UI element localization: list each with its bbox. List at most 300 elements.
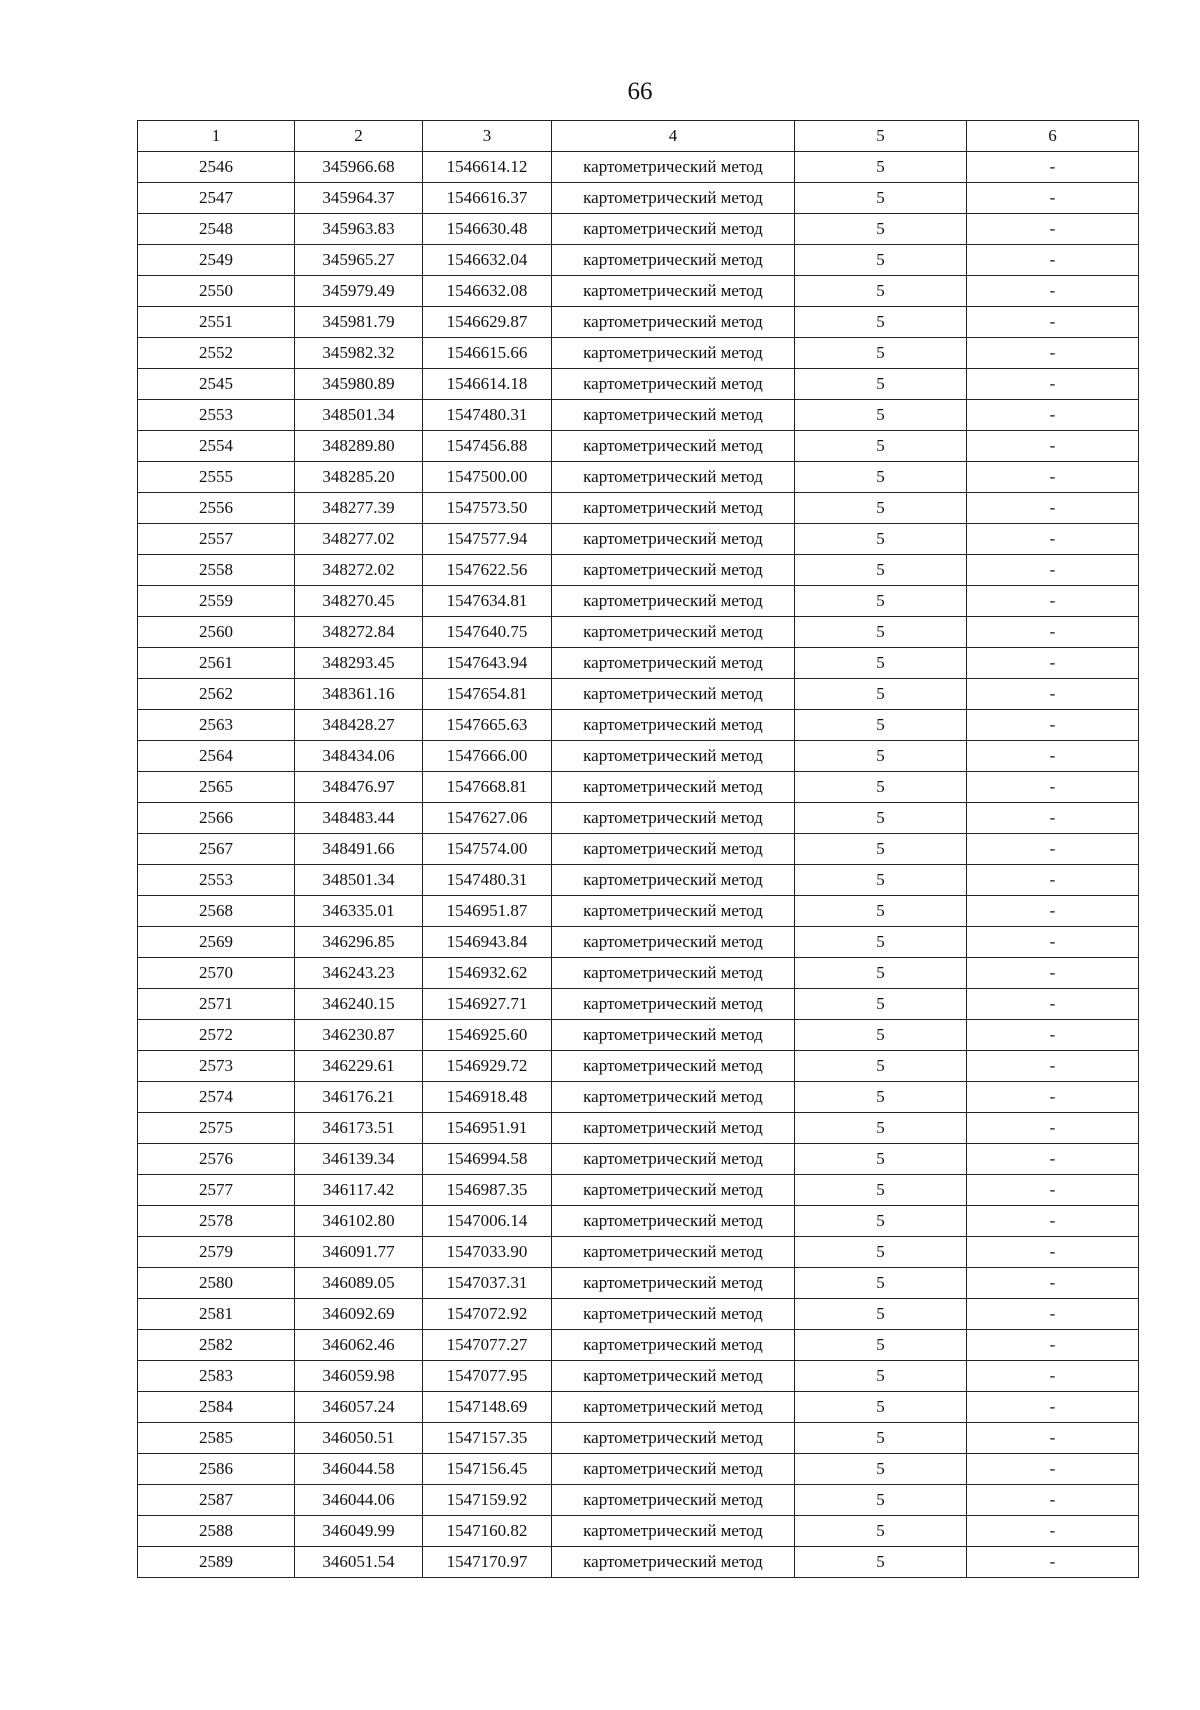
accuracy-cell: 5 <box>795 710 967 741</box>
note-cell: - <box>967 927 1139 958</box>
y-coordinate-cell: 1547033.90 <box>423 1237 552 1268</box>
accuracy-cell: 5 <box>795 1020 967 1051</box>
method-cell: картометрический метод <box>552 400 795 431</box>
y-coordinate-cell: 1547666.00 <box>423 741 552 772</box>
table-row <box>138 772 1139 803</box>
point-number-cell: 2576 <box>138 1144 295 1175</box>
x-coordinate-cell: 345963.83 <box>295 214 423 245</box>
note-cell: - <box>967 1237 1139 1268</box>
method-cell: картометрический метод <box>552 338 795 369</box>
table-row <box>138 555 1139 586</box>
y-coordinate-cell: 1547156.45 <box>423 1454 552 1485</box>
x-coordinate-cell: 348476.97 <box>295 772 423 803</box>
point-number-cell: 2545 <box>138 369 295 400</box>
accuracy-cell: 5 <box>795 431 967 462</box>
table-row <box>138 1547 1139 1578</box>
method-cell: картометрический метод <box>552 617 795 648</box>
method-cell: картометрический метод <box>552 958 795 989</box>
y-coordinate-cell: 1547627.06 <box>423 803 552 834</box>
point-number-cell: 2567 <box>138 834 295 865</box>
table-row <box>138 896 1139 927</box>
note-cell: - <box>967 896 1139 927</box>
point-number-cell: 2568 <box>138 896 295 927</box>
accuracy-cell: 5 <box>795 1454 967 1485</box>
y-coordinate-cell: 1547480.31 <box>423 865 552 896</box>
method-cell: картометрический метод <box>552 524 795 555</box>
table-row <box>138 245 1139 276</box>
table-row <box>138 865 1139 896</box>
accuracy-cell: 5 <box>795 1113 967 1144</box>
table-header-row <box>138 121 1139 152</box>
accuracy-cell: 5 <box>795 555 967 586</box>
note-cell: - <box>967 400 1139 431</box>
table-row <box>138 1237 1139 1268</box>
method-cell: картометрический метод <box>552 586 795 617</box>
point-number-cell: 2578 <box>138 1206 295 1237</box>
y-coordinate-cell: 1547500.00 <box>423 462 552 493</box>
table-row <box>138 741 1139 772</box>
method-cell: картометрический метод <box>552 152 795 183</box>
accuracy-cell: 5 <box>795 1392 967 1423</box>
note-cell: - <box>967 1175 1139 1206</box>
y-coordinate-cell: 1547577.94 <box>423 524 552 555</box>
note-cell: - <box>967 586 1139 617</box>
y-coordinate-cell: 1546927.71 <box>423 989 552 1020</box>
note-cell: - <box>967 1268 1139 1299</box>
method-cell: картометрический метод <box>552 1175 795 1206</box>
y-coordinate-cell: 1547456.88 <box>423 431 552 462</box>
table-row <box>138 1020 1139 1051</box>
note-cell: - <box>967 431 1139 462</box>
accuracy-cell: 5 <box>795 1082 967 1113</box>
y-coordinate-cell: 1547480.31 <box>423 400 552 431</box>
method-cell: картометрический метод <box>552 1020 795 1051</box>
table-row <box>138 462 1139 493</box>
accuracy-cell: 5 <box>795 803 967 834</box>
accuracy-cell: 5 <box>795 276 967 307</box>
note-cell: - <box>967 710 1139 741</box>
accuracy-cell: 5 <box>795 896 967 927</box>
x-coordinate-cell: 348501.34 <box>295 400 423 431</box>
note-cell: - <box>967 803 1139 834</box>
x-coordinate-cell: 346044.06 <box>295 1485 423 1516</box>
column-header: 6 <box>967 121 1139 152</box>
note-cell: - <box>967 1361 1139 1392</box>
note-cell: - <box>967 1392 1139 1423</box>
point-number-cell: 2582 <box>138 1330 295 1361</box>
accuracy-cell: 5 <box>795 245 967 276</box>
y-coordinate-cell: 1547622.56 <box>423 555 552 586</box>
x-coordinate-cell: 346117.42 <box>295 1175 423 1206</box>
note-cell: - <box>967 1113 1139 1144</box>
x-coordinate-cell: 346229.61 <box>295 1051 423 1082</box>
method-cell: картометрический метод <box>552 369 795 400</box>
method-cell: картометрический метод <box>552 1206 795 1237</box>
page-number: 66 <box>627 78 653 105</box>
point-number-cell: 2570 <box>138 958 295 989</box>
column-header: 2 <box>295 121 423 152</box>
note-cell: - <box>967 369 1139 400</box>
x-coordinate-cell: 346243.23 <box>295 958 423 989</box>
x-coordinate-cell: 346173.51 <box>295 1113 423 1144</box>
point-number-cell: 2566 <box>138 803 295 834</box>
y-coordinate-cell: 1547640.75 <box>423 617 552 648</box>
y-coordinate-cell: 1546615.66 <box>423 338 552 369</box>
accuracy-cell: 5 <box>795 1361 967 1392</box>
point-number-cell: 2571 <box>138 989 295 1020</box>
accuracy-cell: 5 <box>795 648 967 679</box>
method-cell: картометрический метод <box>552 1051 795 1082</box>
table-row <box>138 431 1139 462</box>
method-cell: картометрический метод <box>552 1423 795 1454</box>
table-row <box>138 1361 1139 1392</box>
table-row <box>138 989 1139 1020</box>
y-coordinate-cell: 1546614.12 <box>423 152 552 183</box>
point-number-cell: 2558 <box>138 555 295 586</box>
note-cell: - <box>967 307 1139 338</box>
point-number-cell: 2585 <box>138 1423 295 1454</box>
x-coordinate-cell: 348491.66 <box>295 834 423 865</box>
note-cell: - <box>967 865 1139 896</box>
note-cell: - <box>967 989 1139 1020</box>
y-coordinate-cell: 1546614.18 <box>423 369 552 400</box>
method-cell: картометрический метод <box>552 1454 795 1485</box>
x-coordinate-cell: 348277.02 <box>295 524 423 555</box>
method-cell: картометрический метод <box>552 431 795 462</box>
y-coordinate-cell: 1546632.04 <box>423 245 552 276</box>
point-number-cell: 2552 <box>138 338 295 369</box>
method-cell: картометрический метод <box>552 1113 795 1144</box>
note-cell: - <box>967 493 1139 524</box>
point-number-cell: 2559 <box>138 586 295 617</box>
note-cell: - <box>967 679 1139 710</box>
point-number-cell: 2557 <box>138 524 295 555</box>
method-cell: картометрический метод <box>552 307 795 338</box>
table-row <box>138 1144 1139 1175</box>
table-row <box>138 803 1139 834</box>
accuracy-cell: 5 <box>795 152 967 183</box>
point-number-cell: 2589 <box>138 1547 295 1578</box>
note-cell: - <box>967 183 1139 214</box>
table-row <box>138 648 1139 679</box>
x-coordinate-cell: 346049.99 <box>295 1516 423 1547</box>
table-row <box>138 586 1139 617</box>
x-coordinate-cell: 346092.69 <box>295 1299 423 1330</box>
point-number-cell: 2554 <box>138 431 295 462</box>
method-cell: картометрический метод <box>552 1516 795 1547</box>
table-body <box>138 152 1139 1578</box>
x-coordinate-cell: 346296.85 <box>295 927 423 958</box>
x-coordinate-cell: 346044.58 <box>295 1454 423 1485</box>
x-coordinate-cell: 348289.80 <box>295 431 423 462</box>
note-cell: - <box>967 648 1139 679</box>
y-coordinate-cell: 1546632.08 <box>423 276 552 307</box>
method-cell: картометрический метод <box>552 1361 795 1392</box>
y-coordinate-cell: 1546987.35 <box>423 1175 552 1206</box>
method-cell: картометрический метод <box>552 834 795 865</box>
table-row <box>138 1082 1139 1113</box>
table-row <box>138 1485 1139 1516</box>
x-coordinate-cell: 346059.98 <box>295 1361 423 1392</box>
table-row <box>138 1423 1139 1454</box>
accuracy-cell: 5 <box>795 1516 967 1547</box>
x-coordinate-cell: 346230.87 <box>295 1020 423 1051</box>
point-number-cell: 2575 <box>138 1113 295 1144</box>
y-coordinate-cell: 1547634.81 <box>423 586 552 617</box>
accuracy-cell: 5 <box>795 865 967 896</box>
accuracy-cell: 5 <box>795 1330 967 1361</box>
note-cell: - <box>967 1051 1139 1082</box>
note-cell: - <box>967 1547 1139 1578</box>
table-row <box>138 1051 1139 1082</box>
x-coordinate-cell: 345964.37 <box>295 183 423 214</box>
point-number-cell: 2577 <box>138 1175 295 1206</box>
note-cell: - <box>967 524 1139 555</box>
accuracy-cell: 5 <box>795 617 967 648</box>
y-coordinate-cell: 1547148.69 <box>423 1392 552 1423</box>
x-coordinate-cell: 346091.77 <box>295 1237 423 1268</box>
method-cell: картометрический метод <box>552 1268 795 1299</box>
x-coordinate-cell: 348272.02 <box>295 555 423 586</box>
point-number-cell: 2553 <box>138 400 295 431</box>
note-cell: - <box>967 1206 1139 1237</box>
point-number-cell: 2574 <box>138 1082 295 1113</box>
point-number-cell: 2560 <box>138 617 295 648</box>
accuracy-cell: 5 <box>795 369 967 400</box>
table-row <box>138 679 1139 710</box>
note-cell: - <box>967 152 1139 183</box>
table-row <box>138 214 1139 245</box>
point-number-cell: 2583 <box>138 1361 295 1392</box>
note-cell: - <box>967 1485 1139 1516</box>
y-coordinate-cell: 1546994.58 <box>423 1144 552 1175</box>
point-number-cell: 2547 <box>138 183 295 214</box>
y-coordinate-cell: 1547077.95 <box>423 1361 552 1392</box>
point-number-cell: 2549 <box>138 245 295 276</box>
accuracy-cell: 5 <box>795 989 967 1020</box>
table-row <box>138 1392 1139 1423</box>
point-number-cell: 2546 <box>138 152 295 183</box>
accuracy-cell: 5 <box>795 493 967 524</box>
note-cell: - <box>967 1516 1139 1547</box>
point-number-cell: 2581 <box>138 1299 295 1330</box>
note-cell: - <box>967 1330 1139 1361</box>
y-coordinate-cell: 1547654.81 <box>423 679 552 710</box>
x-coordinate-cell: 348293.45 <box>295 648 423 679</box>
accuracy-cell: 5 <box>795 741 967 772</box>
y-coordinate-cell: 1546630.48 <box>423 214 552 245</box>
table-row <box>138 1268 1139 1299</box>
point-number-cell: 2561 <box>138 648 295 679</box>
y-coordinate-cell: 1546951.87 <box>423 896 552 927</box>
table-row <box>138 958 1139 989</box>
accuracy-cell: 5 <box>795 1547 967 1578</box>
table-row <box>138 338 1139 369</box>
note-cell: - <box>967 1144 1139 1175</box>
method-cell: картометрический метод <box>552 183 795 214</box>
x-coordinate-cell: 348428.27 <box>295 710 423 741</box>
accuracy-cell: 5 <box>795 834 967 865</box>
y-coordinate-cell: 1547157.35 <box>423 1423 552 1454</box>
accuracy-cell: 5 <box>795 214 967 245</box>
x-coordinate-cell: 346062.46 <box>295 1330 423 1361</box>
x-coordinate-cell: 348285.20 <box>295 462 423 493</box>
point-number-cell: 2584 <box>138 1392 295 1423</box>
y-coordinate-cell: 1546918.48 <box>423 1082 552 1113</box>
x-coordinate-cell: 346139.34 <box>295 1144 423 1175</box>
y-coordinate-cell: 1547072.92 <box>423 1299 552 1330</box>
accuracy-cell: 5 <box>795 958 967 989</box>
note-cell: - <box>967 276 1139 307</box>
note-cell: - <box>967 245 1139 276</box>
table-row <box>138 1516 1139 1547</box>
x-coordinate-cell: 348277.39 <box>295 493 423 524</box>
method-cell: картометрический метод <box>552 214 795 245</box>
note-cell: - <box>967 338 1139 369</box>
method-cell: картометрический метод <box>552 1547 795 1578</box>
x-coordinate-cell: 348501.34 <box>295 865 423 896</box>
method-cell: картометрический метод <box>552 896 795 927</box>
column-header: 1 <box>138 121 295 152</box>
accuracy-cell: 5 <box>795 462 967 493</box>
method-cell: картометрический метод <box>552 1485 795 1516</box>
method-cell: картометрический метод <box>552 1144 795 1175</box>
method-cell: картометрический метод <box>552 927 795 958</box>
table-row <box>138 276 1139 307</box>
note-cell: - <box>967 1082 1139 1113</box>
point-number-cell: 2580 <box>138 1268 295 1299</box>
accuracy-cell: 5 <box>795 183 967 214</box>
point-number-cell: 2551 <box>138 307 295 338</box>
y-coordinate-cell: 1547665.63 <box>423 710 552 741</box>
x-coordinate-cell: 346176.21 <box>295 1082 423 1113</box>
method-cell: картометрический метод <box>552 1237 795 1268</box>
point-number-cell: 2579 <box>138 1237 295 1268</box>
method-cell: картометрический метод <box>552 462 795 493</box>
method-cell: картометрический метод <box>552 741 795 772</box>
method-cell: картометрический метод <box>552 276 795 307</box>
method-cell: картометрический метод <box>552 803 795 834</box>
accuracy-cell: 5 <box>795 1144 967 1175</box>
table-row <box>138 927 1139 958</box>
method-cell: картометрический метод <box>552 710 795 741</box>
method-cell: картометрический метод <box>552 865 795 896</box>
accuracy-cell: 5 <box>795 772 967 803</box>
point-number-cell: 2587 <box>138 1485 295 1516</box>
point-number-cell: 2572 <box>138 1020 295 1051</box>
accuracy-cell: 5 <box>795 307 967 338</box>
x-coordinate-cell: 346089.05 <box>295 1268 423 1299</box>
x-coordinate-cell: 345982.32 <box>295 338 423 369</box>
note-cell: - <box>967 958 1139 989</box>
method-cell: картометрический метод <box>552 1392 795 1423</box>
x-coordinate-cell: 348434.06 <box>295 741 423 772</box>
x-coordinate-cell: 346335.01 <box>295 896 423 927</box>
point-number-cell: 2569 <box>138 927 295 958</box>
accuracy-cell: 5 <box>795 400 967 431</box>
note-cell: - <box>967 741 1139 772</box>
note-cell: - <box>967 617 1139 648</box>
point-number-cell: 2550 <box>138 276 295 307</box>
note-cell: - <box>967 555 1139 586</box>
x-coordinate-cell: 345980.89 <box>295 369 423 400</box>
y-coordinate-cell: 1547037.31 <box>423 1268 552 1299</box>
x-coordinate-cell: 348270.45 <box>295 586 423 617</box>
method-cell: картометрический метод <box>552 493 795 524</box>
x-coordinate-cell: 345965.27 <box>295 245 423 276</box>
accuracy-cell: 5 <box>795 1423 967 1454</box>
column-header: 4 <box>552 121 795 152</box>
table-row <box>138 1454 1139 1485</box>
point-number-cell: 2586 <box>138 1454 295 1485</box>
y-coordinate-cell: 1546932.62 <box>423 958 552 989</box>
method-cell: картометрический метод <box>552 1330 795 1361</box>
column-header: 5 <box>795 121 967 152</box>
table-row <box>138 1113 1139 1144</box>
table-row <box>138 307 1139 338</box>
accuracy-cell: 5 <box>795 1175 967 1206</box>
note-cell: - <box>967 1454 1139 1485</box>
point-number-cell: 2573 <box>138 1051 295 1082</box>
y-coordinate-cell: 1547170.97 <box>423 1547 552 1578</box>
table-row <box>138 493 1139 524</box>
point-number-cell: 2562 <box>138 679 295 710</box>
method-cell: картометрический метод <box>552 1299 795 1330</box>
x-coordinate-cell: 345979.49 <box>295 276 423 307</box>
table-row <box>138 152 1139 183</box>
table-row <box>138 400 1139 431</box>
table-row <box>138 1299 1139 1330</box>
method-cell: картометрический метод <box>552 989 795 1020</box>
y-coordinate-cell: 1547643.94 <box>423 648 552 679</box>
x-coordinate-cell: 346051.54 <box>295 1547 423 1578</box>
note-cell: - <box>967 214 1139 245</box>
accuracy-cell: 5 <box>795 586 967 617</box>
y-coordinate-cell: 1546929.72 <box>423 1051 552 1082</box>
y-coordinate-cell: 1547574.00 <box>423 834 552 865</box>
point-number-cell: 2553 <box>138 865 295 896</box>
y-coordinate-cell: 1546951.91 <box>423 1113 552 1144</box>
point-number-cell: 2563 <box>138 710 295 741</box>
point-number-cell: 2565 <box>138 772 295 803</box>
x-coordinate-cell: 346050.51 <box>295 1423 423 1454</box>
method-cell: картометрический метод <box>552 555 795 586</box>
x-coordinate-cell: 346240.15 <box>295 989 423 1020</box>
method-cell: картометрический метод <box>552 648 795 679</box>
table-row <box>138 1206 1139 1237</box>
note-cell: - <box>967 462 1139 493</box>
y-coordinate-cell: 1546616.37 <box>423 183 552 214</box>
y-coordinate-cell: 1546925.60 <box>423 1020 552 1051</box>
coordinates-table <box>137 120 1139 1578</box>
point-number-cell: 2588 <box>138 1516 295 1547</box>
accuracy-cell: 5 <box>795 1485 967 1516</box>
accuracy-cell: 5 <box>795 524 967 555</box>
accuracy-cell: 5 <box>795 679 967 710</box>
y-coordinate-cell: 1546943.84 <box>423 927 552 958</box>
y-coordinate-cell: 1547159.92 <box>423 1485 552 1516</box>
y-coordinate-cell: 1547573.50 <box>423 493 552 524</box>
table-row <box>138 183 1139 214</box>
accuracy-cell: 5 <box>795 338 967 369</box>
accuracy-cell: 5 <box>795 1268 967 1299</box>
accuracy-cell: 5 <box>795 927 967 958</box>
table-row <box>138 710 1139 741</box>
y-coordinate-cell: 1547668.81 <box>423 772 552 803</box>
x-coordinate-cell: 345981.79 <box>295 307 423 338</box>
x-coordinate-cell: 348483.44 <box>295 803 423 834</box>
accuracy-cell: 5 <box>795 1206 967 1237</box>
